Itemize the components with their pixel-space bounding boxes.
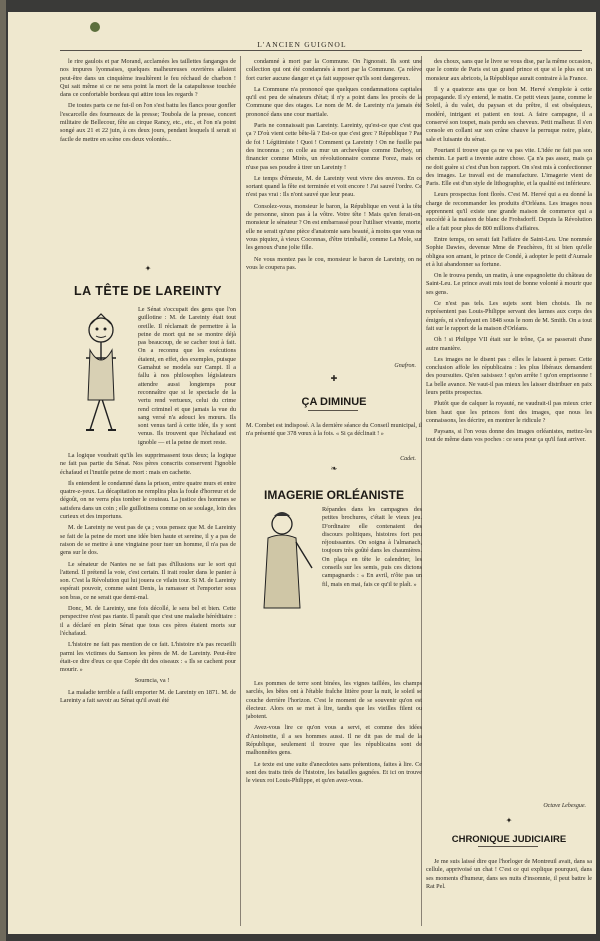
paragraph: Paris ne connaissait pas Lareinty. Lareinty, qu'est-ce que c'est que ça ? D'où vient cette bête-là ? Est-ce que c'est grec ? République ? Pas de foi ! Légitimiste ! Quoi ! Comment ça Lareinty ! On ne fusille pas des inconnus ; on colle au mur un archevêque comme Darboy, un financier comme Mirès, un révolutionnaire comme Forez, mais on n'use pas ses poudre à tirer un Lareinty ! bbox=[246, 122, 422, 171]
column-divider bbox=[240, 56, 241, 926]
page-binding bbox=[0, 0, 6, 941]
ornament: ✦ bbox=[505, 816, 513, 825]
signature-gnafron: Gnafron. bbox=[394, 363, 416, 369]
newspaper-page bbox=[8, 12, 596, 934]
paragraph: M. de Lareinty ne veut pas de ça ; vous pensez que M. de Lareinty se fait de la peine de mort une idée bien haute et sereine, il y a pas de raison de se mettre à une vingtaine pour tuer un homme, il n'a pas de gens sur le dos. bbox=[60, 524, 236, 557]
paragraph: De toutes parts ce ne fut-il on l'on s'est battu les flancs pour gonfler l'escarcelle des fourneaux de la presse; Toubola de la presse, concert militaire de Bellecour, fête au cirque Rancy, etc., etc., et l'on n'a point songé aux 21 et 22 juin, à ces deux jours, pendant lesquels il serait si facile de mettre en scène ces deux volontés... bbox=[60, 102, 236, 143]
paragraph: La logique voudrait qu'ils les supprimassent tous deux; la logique ne fait pas partie du Sénat. Nos pères conscrits conservent l'ignoble échafaud et l'inutile peine de mort : mais en cachette. bbox=[60, 452, 236, 476]
paragraph: Donc, M. de Lareinty, une fois décollé, le sera bel et bien. Cette perspective n'est pas riante. Il paraît que c'est une maladie héréditaire : il a déclaré en plein Sénat que tous ces pères étaient morts sur l'échafaud. bbox=[60, 605, 236, 637]
ornament: ✚ bbox=[330, 374, 338, 383]
paragraph: Ce n'est pas tels. Les sujets sont bien choisis. Ils ne représentent pas Louis-Philippe servant des larmes aux corps des émigrés, ni s'enfuyant en 1848 sous le nom de M. Smith. On a tout fait sur le rapport de la maison d'Orléans. bbox=[426, 300, 592, 332]
page-header bbox=[8, 20, 596, 49]
column-2-body bbox=[246, 58, 422, 348]
signature-cadet: Cadet. bbox=[400, 456, 416, 462]
paragraph: Plutôt que de calquer la royauté, ne vaudrait-il pas mieux crier bien haut que les princes font des images, que nous les connaissons, les décrire, en montrer le ridicule ? bbox=[426, 400, 592, 424]
paragraph: La Commune n'a prononcé que quelques condamnations capitales qu'il est peu de sénateurs d'état; il n'y a point dans les procès de la Commune que des otages. Le nom de M. de Lareinty n'a jamais été prononcé dans une cour martiale. bbox=[246, 85, 422, 118]
ornament: ✦ bbox=[144, 264, 152, 273]
paragraph: La maladie terrible a failli emporter M. de Lareinty en 1871. M. de Lareinty a fait savoir au Sénat qu'il avait été bbox=[60, 688, 236, 705]
signature-lebesgue: Octave Lebesgue. bbox=[543, 803, 586, 809]
paragraph: On le trouva pendu, un matin, à une espagnolette du château de Saint-Leu. Le prince avait mis tout de bonne volonté à mourir que ses gens. bbox=[426, 272, 592, 296]
column-1-body bbox=[60, 452, 236, 922]
paragraph: L'histoire ne fait pas mention de ce fait. L'histoire n'a pas recueilli parmi les victimes du Samson les pères de M. de Lareinty. Peut-être était-ce dire d'eux ce que Copée dit des oiseaux : « Ils se cachent pour mourir. » bbox=[60, 641, 236, 674]
paragraph: condamné à mort par la Commune. On l'ignorait. Ils sont une collection qui ont été condamnés à mort par la Commune. Ça relève fort curier aucune danger et ça fait supposer qu'ils sont dangereux. bbox=[246, 58, 422, 82]
title-rule bbox=[308, 410, 358, 411]
column-2-imagerie-body bbox=[246, 680, 422, 925]
column-3-body bbox=[426, 58, 592, 798]
paragraph: Il y a quatorze ans que ce bon M. Hervé s'emploie à cette propagande. Il s'y entend, le matin. Ce petit vieux jaune, comme le Soleil, à du valet, du paysan et du prêtre, il est obséquieux, modéré, intrigant et patient en tout. A faire campagne, il a conservé son toupet, mais perdu ses cheveux. Petit malheur. Il s'en console en collant sur son crâne chauve la perruque noire, plate, sale et luisante du sénat. bbox=[426, 85, 592, 143]
paragraph: des choux, sans que le livre se vous dise, par la même occasion, que le comte de Paris est un grand prince et que si le plus est un monsieur aux abricots, la République aurait contraire à la France. bbox=[426, 58, 592, 82]
article-title-imagerie: IMAGERIE ORLÉANISTE bbox=[263, 488, 404, 502]
figure-illustration bbox=[252, 508, 318, 618]
article-title-chronique: CHRONIQUE JUDICIAIRE bbox=[451, 834, 567, 845]
guignol-illustration bbox=[68, 310, 134, 442]
paragraph: Paysans, si l'on vous donne des images orléanistes, mettez-les tout de même dans vos poches : ce sera pour ça qu'il faut arriver. bbox=[426, 428, 592, 444]
paragraph: Les pommes de terre sont binées, les vignes taillées, les champs sarclés, les bêtes ont à l'étable fraîche litière pour la nuit, le soleil se couche derrière l'horizon. C'est le moment de se souvenir qu'on est électeur. Alors on se met à lire, tandis que les vieilles filent ou jabotent. bbox=[246, 680, 422, 721]
article-title-diminue: ÇA DIMINUE bbox=[301, 396, 367, 408]
paragraph: Oh ! si Philippe VII était sur le trône, Ça se passerait d'une autre manière. bbox=[426, 336, 592, 352]
paragraph: Les images ne le disent pas : elles le laissent à penser. Cette conclusion affole les républicains : les plus libéraux demandent des poursuites. Qu'en saisissez ! qu'on arrête ! qu'on emprisonne ! La belle avance. Ne vaut-il pas mieux les laisser distribuer en paix leurs petits prospectus. bbox=[426, 355, 592, 396]
paragraph: Pourtant il trouve que ça ne va pas vite. L'idée ne fait pas son chemin. Le parti a invente autre chose. Ça n'a pas assez, mais ça ne doit guère si c'est d'un bon rapport. On s'est mis à confectionner des images. Le travail est de manufacture. L'imagerie vient de Paris. Elle est d'un style de lithographie, et la qualité est inférieure. bbox=[426, 146, 592, 188]
article-lede: Le Sénat s'occupait des gens que l'on guillotine : M. de Lareinty était tout oreille. Il réclamait de permettre à la peine de mort qui ne se montre déjà pas beaucoup, de se cacher tout à fait. On a reconnu que les exécutions étaient, en effet, des exemples, puisque Gamahut se modela sur Campi. Il a fallu à nos philosophes législateurs attendre aussi longtemps pour reconnaître que si le spectacle de la vertu rend vertueux, celui du crime rend criminel et que jamais la vue du sang versé n'a adouci les mœurs. Ils sont venus tard à cette idée, ils y sont venus. Ils trouvent que l'échafaud est ignoble — et la peine de mort reste. bbox=[138, 306, 236, 446]
paragraph: Consolez-vous, monsieur le baron, la République en veut à la tête de personne, sinon pas à la vôtre. Votre tête ! Mais qu'en ferait-on, monsieur le sénateur ? On est embarrassé pour l'utiliser vivante, morte, elle ne serait qu'une pièce d'anatomie sans beauté, à moins que vous ne vous piquiez, à vieux Coconnas, d'être trimballé, comme La Mole, sur les genoux d'une jolie fille. bbox=[246, 202, 422, 252]
chronique-text: Je me suis laissé dire que l'horloger de Montreuil avait, dans sa cellule, apprivoisé un chat ! C'est ce qui explique pourquoi, dans ses moments d'humeur, dans ses nuits d'insomnie, il peut battre le Rat Pel. bbox=[426, 858, 592, 890]
signoff: Sourncia, va ! bbox=[134, 677, 170, 685]
paragraph: Ne vous montez pas le cou, monsieur le baron de Lareinty, on ne vous le coupera pas. bbox=[246, 255, 422, 271]
header-rule bbox=[60, 50, 582, 51]
title-rule bbox=[478, 846, 538, 847]
paragraph: Le sénateur de Nantes ne se fait pas d'illusions sur le sort qui l'attend. Il prétend la voie, c'est certain. Il irait rouler dans le panier à son. C'est la Révolution qui lui jouera ce vilain tour. Si M. de Lareinty espérait pouvoir, comme saint Denis, la ramasser et l'emporter sous son bras, ce ne serait que demi-mal. bbox=[60, 560, 236, 601]
paragraph: Leurs prospectus font florès. C'est M. Hervé qui a eu donné la charge de recommander les produits d'Orléans. Les images nous apprennent qu'il existe une grande maison de commerce qui a succédé à la maison de blanc de Frohsdorff. Depuis la Révolution elle a fait pour plus de 800 millions d'affaires. bbox=[426, 191, 592, 232]
imagerie-lede: Répandes dans les campagnes des petites brochures, c'était le vieux jeu. D'ordinaire elle contenaient des discours politiques, histoires fort peu réjouissantes. On soigna à l'almanach, toujours très goûté dans les chaumières. On plaça en tête le calendrier, les conseils sur les semis, puis ces dictons campagnards : « En avril, n'ôte pas un fil, mais en mai, fais ce qu'il te plaît. » bbox=[322, 506, 422, 588]
paragraph: Le temps d'émeute, M. de Lareinty veut vivre des œuvres. En ce sortant quand la fête est terminée et voit encore ! J'ai sauvé l'ordre. Ce n'est pas vrai : Ils n'ont sauvé que leur peau. bbox=[246, 174, 422, 199]
paragraph: Le texte est une suite d'anecdotes sans prétentions, faites à lire. Ce sont des traits tirés de l'histoire, les batailles gagnées. Et ici on trouve le vieux roi Louis-Philippe, et qu'en avez-vous. bbox=[246, 760, 422, 785]
ornament: ❧ bbox=[330, 464, 338, 473]
paragraph: Ils entendent le condamné dans la prison, entre quatre murs et entre quatre-z-yeux. La décapitation ne remplira plus la foule d'horreur et de dégoût, on ne verra plus tomber le couteau. La justice des hommes se satisfera dans un coin ; elle guillotinera comme on se soulage, loin des curieux et des importuns. bbox=[60, 479, 236, 521]
diminue-text: M. Combet est indisposé. A la dernière séance du Conseil municipal, il n'a présenté que 378 vœux à la fois. « Si ça déclinait ! » bbox=[246, 422, 422, 438]
paragraph: le rire gaulois et par Morand, acclamées les taillettes fanganges de nos impures lyonnaises, quelques malheureuses ouvrières allaient peut-être dans un cinquième insultèrent le feu réchaud de charbon ! Qui sait même si ce ne sera point la mort de la catapultesse touchée dans ce confortable bordeau qui attire tous les regards ? bbox=[60, 58, 236, 99]
column-1-intro bbox=[60, 58, 236, 268]
paragraph: Avez-vous lire ce qu'on vous a servi, et comme des idées d'Antoinette, il a ses hommes aussi. Il ne dit pas de mal de la République, seulement il trouve que les républicains sont de malhonnêtes gens. bbox=[246, 724, 422, 757]
article-title-lareinty: LA TÊTE DE LAREINTY bbox=[74, 284, 222, 298]
paragraph: Entre temps, on serait fait l'affaire de Saint-Leu. Une nommée Sophie Dawies, devenue Mme de Feuchères, fit si bien qu'elle obligea son amant, le prince de Condé, à adopter le petit d'Aumale et à lui abandonner sa fortune. bbox=[426, 235, 592, 268]
masthead-title: L'ANCIEN GUIGNOL bbox=[257, 40, 347, 49]
